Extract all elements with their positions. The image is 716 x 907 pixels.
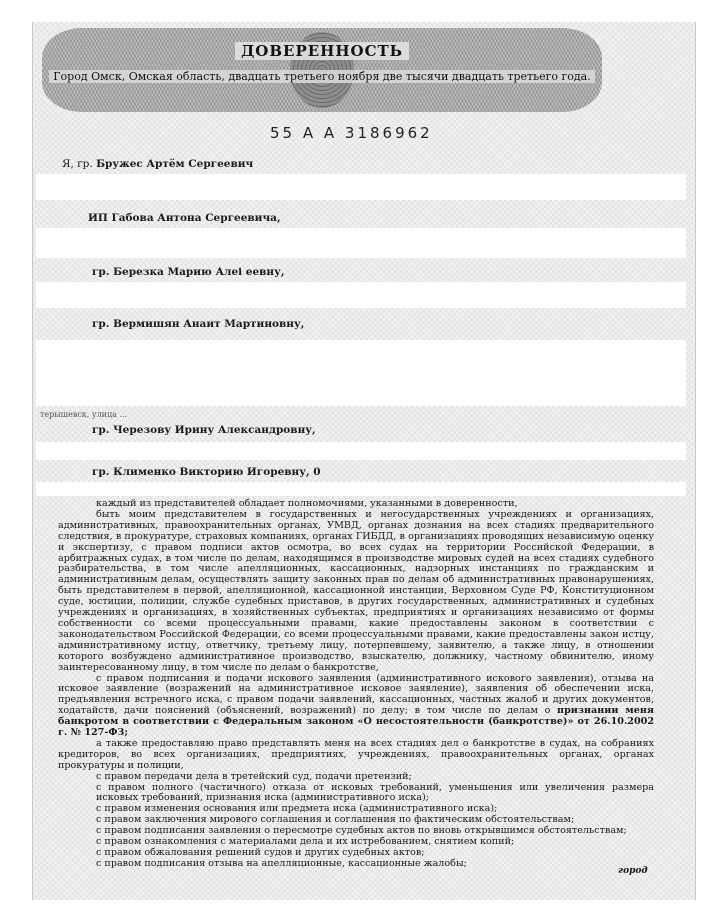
paragraph: а также предоставляю право представлять меня на всех стадиях дел о банкротстве в судах, на собраниях кредиторов, во всех организациях, предприятиях, учреждениях, правоохранительных органах, органах прокуратуры и полиции, [58,737,654,771]
paragraph: каждый из представителей обладает полномочиями, указанными в доверенности, [96,498,518,509]
powers-text [58,499,654,870]
redacted-block [36,482,686,496]
redacted-block [36,174,686,200]
list-item: с правом ознакомления с материалами дела и их истребованием, снятием копий; [96,836,515,848]
list-item: с правом передачи дела в третейский суд, подачи претензий; [96,770,412,782]
redacted-block [36,228,686,258]
redacted-block [36,282,686,308]
representative-2: гр. Березка Марию Алеі еевну, [92,266,285,278]
redacted-block [36,340,686,406]
serial-number: 55 А А 3186962 [270,124,433,142]
document-title: ДОВЕРЕННОСТЬ [42,42,602,60]
principal-line [62,158,253,170]
footer-word: город [618,866,648,876]
list-item: с правом подписания заявления о пересмотре судебных актов по вновь открывшимся обстоятельствам; [96,825,627,837]
representative-3: гр. Вермишян Анаит Мартиновну, [92,318,305,330]
list-item: с правом заключения мирового соглашения и соглашения по фактическим обстоятельствам; [96,814,575,826]
representative-4: гр. Черезову Ирину Александровну, [92,424,316,436]
representative-1: ИП Габова Антона Сергеевича, [88,212,281,224]
list-item: с правом изменения основания или предмета иска (административного иска); [96,803,498,815]
city-date-line: Город Омск, Омская область, двадцать третьего ноября две тысячи двадцать третьего года. [42,70,602,83]
list-item: с правом полного (частичного) отказа от исковых требований, уменьшения или увеличения размера исковых требований, признания иска (административного иска); [96,781,654,804]
principal-name: Бружес Артём Сергеевич [96,158,254,170]
header-banner [42,28,602,112]
list-item: с правом подписания отзыва на апелляционные, кассационные жалобы; [96,857,467,869]
paragraph: с правом подписания и подачи искового заявления (административного искового заявления), отзыва на исковое заявление (возражений на административное исковое заявление), заявления об обеспечении иска, предъявления встречного иска, с правом подачи заявлений, кассационных, частных жалоб и других документов, ходатайств, дачи пояснений (объяснений, возражений) по делу; в том числе по делам о признании меня банкротом в соответствии с Федеральным законом «О несостоятельности (банкротстве)» от 26.10.2002 г. № 127-ФЗ; [58,672,654,739]
redacted-block [36,442,686,460]
representative-5: гр. Клименко Викторию Игоревну, 0 [92,466,321,478]
principal-prefix: Я, гр. [62,158,93,170]
partial-address-line: терышевск, улица ... [40,410,128,419]
list-item: с правом обжалования решений судов и других судебных актов; [96,847,425,858]
paragraph: быть моим представителем в государственных и негосударственных учреждениях и организациях, административных, правоохранительных органах, УМВД, органах дознания на всех стадиях предварительного следствия, в прокуратуре, страховых компаниях, органах ГИБДД, в организациях проводящих независимую оценку и экспертизу, с правом подписи актов осмотра, во всех судах на территории Российской Федерации, в арбитражных судах, в том числе по делам, находящимся в производстве мировых судей на всех стадиях судебного разбирательства, в том числе апелляционных, кассационных, надзорных инстанциях по гражданским и административным делам, осуществлять защиту законных прав по делам об административных правонарушениях, быть представителем в первой, апелляционной, кассационной инстанции, Верховном Суде РФ, Конституционном суде, юстиции, полиции, службе судебных приставов, в других государственных, административных и судебных учреждениях и организациях, в хозяйственных субъектах, предприятиях и организациях независимо от формы собственности со всеми процессуальными правами, какие предоставлены законом в соответствии с законодательством Российской Федерации, со всеми процессуальными правами, какие предоставлены закон истцу, административному истцу, ответчику, третьему лицу, потерпевшему, заявителю, а также лицу, в отношении которого возбуждено административное производство, взыскателю, должнику, частному обвинителю, иному заинтересованному лицу, в том числе по делам о банкротстве, [58,508,654,673]
